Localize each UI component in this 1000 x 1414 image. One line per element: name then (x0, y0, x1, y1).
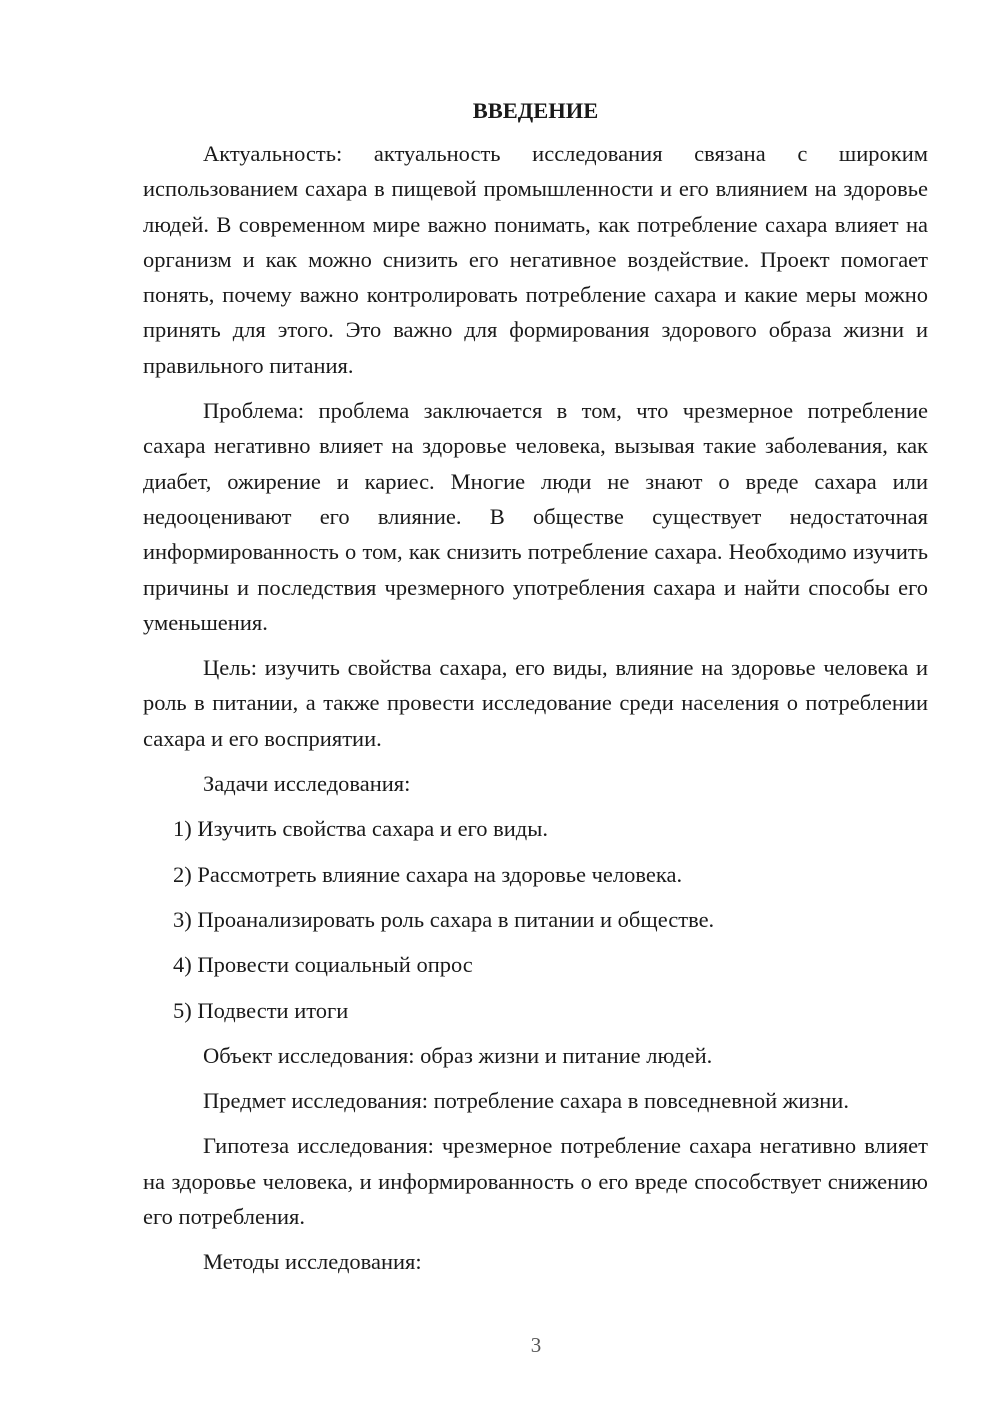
paragraph-subject: Предмет исследования: потребление сахара в повседневной жизни. (203, 1088, 849, 1114)
page-number: 3 (530, 1333, 542, 1357)
paragraph-hypothesis: Гипотеза исследования: чрезмерное потребление сахара негативно влияет на здоровье человека, и информированность о его вреде способствует снижению его потребления. (143, 1133, 928, 1230)
list-item: 4) Провести социальный опрос (173, 952, 473, 978)
paragraph-goal: Цель: изучить свойства сахара, его виды, влияние на здоровье человека и роль в питании, а также провести исследование среди населения о потреблении сахара и его восприятии. (143, 655, 928, 751)
list-item: 5) Подвести итоги (173, 997, 349, 1023)
section-title: ВВЕДЕНИЕ (472, 98, 599, 123)
tasks-heading: Задачи исследования: (203, 771, 411, 797)
page-content (143, 96, 928, 1290)
list-item: 2) Рассмотреть влияние сахара на здоровье человека. (173, 861, 683, 887)
paragraph-methods: Методы исследования: (203, 1249, 422, 1275)
list-item: 3) Проанализировать роль сахара в питании и обществе. (173, 906, 715, 932)
paragraph-problem: Проблема: проблема заключается в том, что чрезмерное потребление сахара негативно влияет на здоровье человека, вызывая такие заболевания, как диабет, ожирение и кариес. Многие люди не знают о вреде сахара или недооценивают его влияние. В обществе существует недостаточная информированность о том, как снизить потребление сахара. Необходимо изучить причины и последствия чрезмерного употребления сахара и найти способы его уменьшения. (143, 398, 928, 635)
tasks-list (143, 811, 928, 1027)
paragraph-relevance: Актуальность: актуальность исследования связана с широким использованием сахара в пищевой промышленности и его влиянием на здоровье людей. В современном мире важно понимать, как потребление сахара влияет на организм и как можно снизить его негативное воздействие. Проект помогает понять, почему важно контролировать потребление сахара и какие меры можно принять для этого. Это важно для формирования здорового образа жизни и правильного питания. (143, 141, 928, 378)
paragraph-object: Объект исследования: образ жизни и питание людей. (203, 1042, 713, 1068)
list-item: 1) Изучить свойства сахара и его виды. (173, 816, 548, 842)
